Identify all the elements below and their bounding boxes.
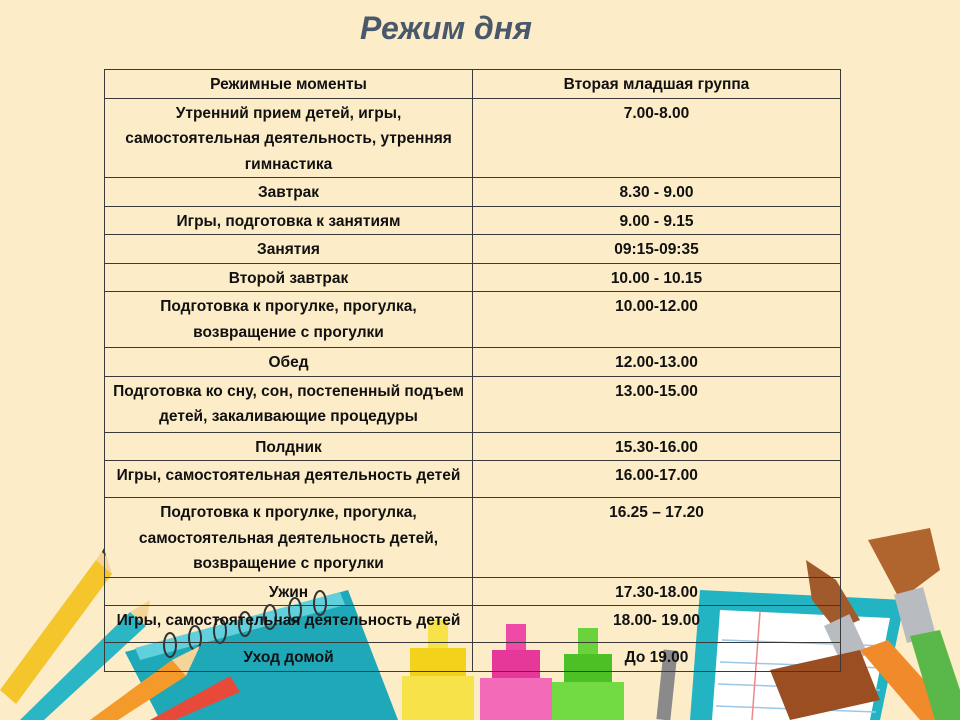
table-row xyxy=(105,461,841,498)
time-cell: 13.00-15.00 xyxy=(473,376,841,432)
time-cell: 16.25 – 17.20 xyxy=(473,498,841,578)
activity-cell: Подготовка к прогулке, прогулка, возвращение с прогулки xyxy=(105,292,473,348)
activity-cell: Уход домой xyxy=(105,643,473,672)
activity-cell: Завтрак xyxy=(105,178,473,207)
column-header-activity: Режимные моменты xyxy=(105,70,473,99)
activity-cell: Утренний прием детей, игры, самостоятельная деятельность, утренняя гимнастика xyxy=(105,98,473,178)
column-header-group: Вторая младшая группа xyxy=(473,70,841,99)
activity-cell: Обед xyxy=(105,348,473,377)
table-row xyxy=(105,98,841,178)
activity-cell: Игры, подготовка к занятиям xyxy=(105,206,473,235)
table-row xyxy=(105,235,841,264)
activity-cell: Подготовка к прогулке, прогулка, самостоятельная деятельность детей, возвращение с прогулки xyxy=(105,498,473,578)
activity-cell: Подготовка ко сну, сон, постепенный подъем детей, закаливающие процедуры xyxy=(105,376,473,432)
activity-cell: Полдник xyxy=(105,432,473,461)
time-cell: 10.00 - 10.15 xyxy=(473,263,841,292)
time-cell: 15.30-16.00 xyxy=(473,432,841,461)
time-cell: 17.30-18.00 xyxy=(473,577,841,606)
time-cell: 16.00-17.00 xyxy=(473,461,841,498)
table-row xyxy=(105,348,841,377)
time-cell: 12.00-13.00 xyxy=(473,348,841,377)
page-title: Режим дня xyxy=(360,10,532,46)
time-cell: 8.30 - 9.00 xyxy=(473,178,841,207)
time-cell: 9.00 - 9.15 xyxy=(473,206,841,235)
table-header-row xyxy=(105,70,841,99)
table-row xyxy=(105,292,841,348)
table-row xyxy=(105,498,841,578)
time-cell: 18.00- 19.00 xyxy=(473,606,841,643)
table-row xyxy=(105,606,841,643)
table-row xyxy=(105,376,841,432)
table-row xyxy=(105,577,841,606)
activity-cell: Второй завтрак xyxy=(105,263,473,292)
table-row xyxy=(105,432,841,461)
time-cell: 10.00-12.00 xyxy=(473,292,841,348)
activity-cell: Занятия xyxy=(105,235,473,264)
activity-cell: Игры, самостоятельная деятельность детей xyxy=(105,606,473,643)
yellow-pencil-icon xyxy=(0,548,112,704)
time-cell: 09:15-09:35 xyxy=(473,235,841,264)
table-row xyxy=(105,178,841,207)
table-row xyxy=(105,206,841,235)
table-row xyxy=(105,263,841,292)
time-cell: До 19.00 xyxy=(473,643,841,672)
activity-cell: Игры, самостоятельная деятельность детей xyxy=(105,461,473,498)
table-row xyxy=(105,643,841,672)
schedule-table xyxy=(104,69,841,672)
time-cell: 7.00-8.00 xyxy=(473,98,841,178)
activity-cell: Ужин xyxy=(105,577,473,606)
